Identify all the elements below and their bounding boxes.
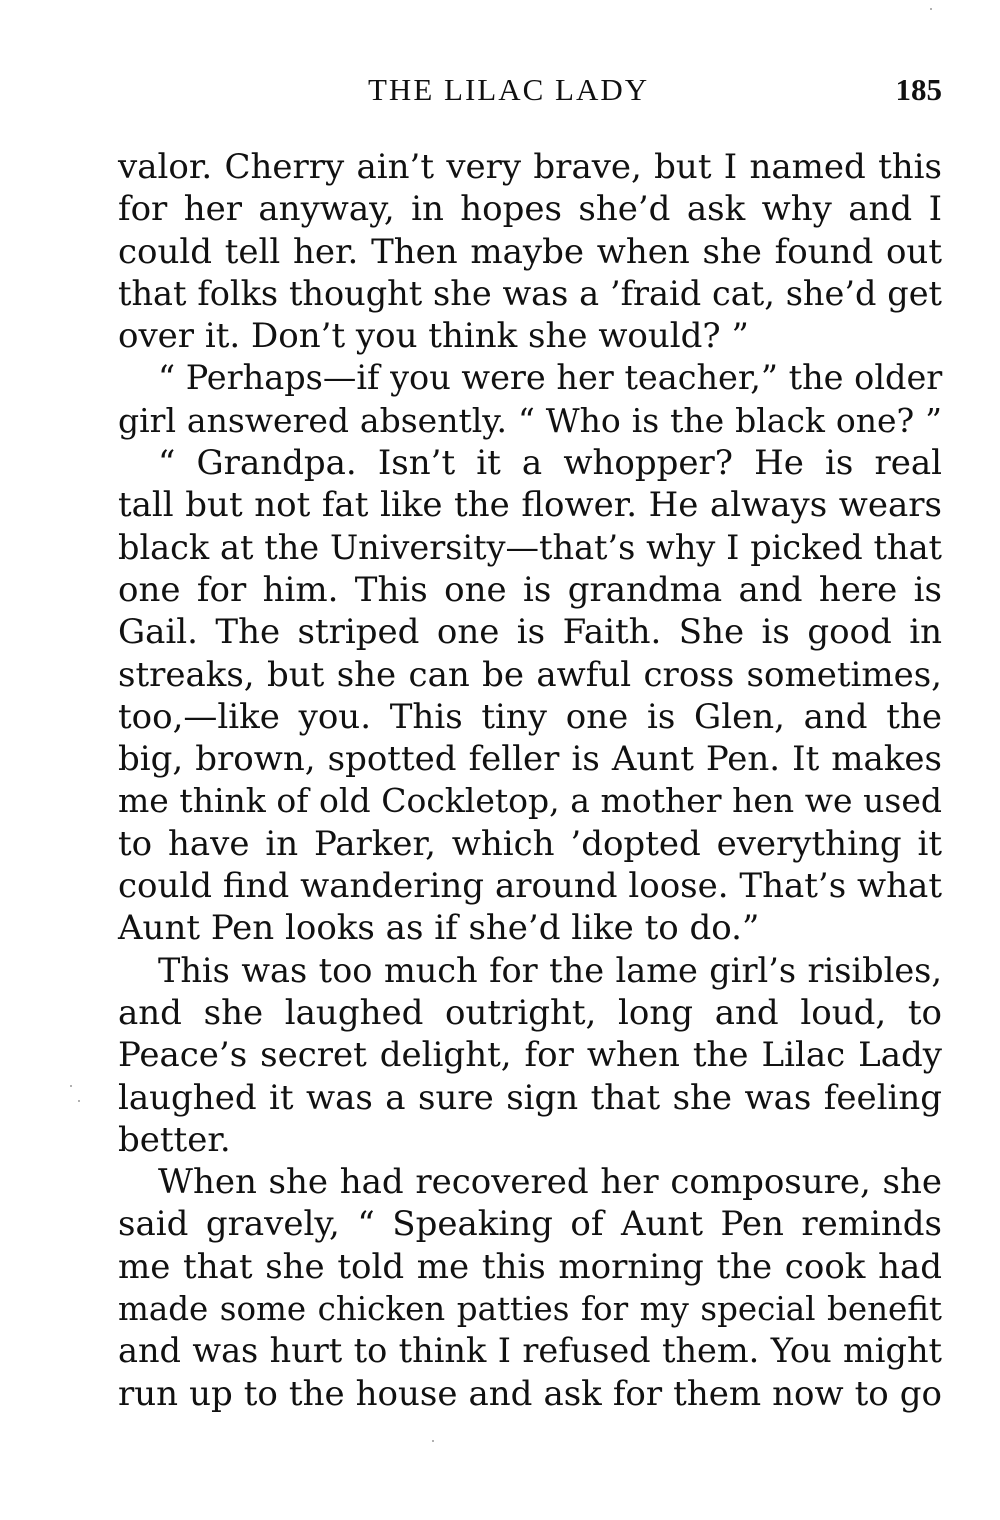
text-line: said gravely, “ Speaking of Aunt Pen reminds [118,1204,942,1245]
text-line: This was too much for the lame girl’s risibles, [158,950,942,990]
text-line: When she had recovered her composure, she [158,1162,942,1203]
scan-speck [78,1100,80,1102]
running-title: THE LILAC LADY [368,72,650,107]
text-line: one for him. This one is grandma and here is [118,569,942,610]
text-line: “ Grandpa. Isn’t it a whopper? He is real [158,443,942,484]
text-line: valor. Cherry ain’t very brave, but I named this [118,147,942,187]
text-line: could find wandering around loose. That’s what [118,866,942,907]
text-line: and she laughed outright, long and loud, to [118,992,942,1033]
text-line: black at the University—that’s why I picked that [118,527,942,567]
text-line: and was hurt to think I refused them. You might [118,1331,942,1371]
text-line: laughed it was a sure sign that she was feeling [118,1077,942,1118]
text-line: run up to the house and ask for them now to go [118,1373,942,1414]
body-text [118,146,942,1415]
text-line: girl answered absently. “ Who is the black one? ” [118,400,942,440]
text-line: Aunt Pen looks as if she’d like to do.” [118,908,760,949]
text-line: over it. Don’t you think she would? ” [118,316,749,357]
scan-speck [930,8,932,10]
page-number: 185 [895,72,942,107]
text-line: for her anyway, in hopes she’d ask why and I [118,189,942,230]
text-line: could tell her. Then maybe when she found out [118,231,942,272]
text-line: too,—like you. This tiny one is Glen, and the [118,696,942,737]
text-line: me think of old Cockletop, a mother hen we used [118,781,942,821]
text-line: me that she told me this morning the cook had [118,1246,942,1287]
text-line: made some chicken patties for my special benefit [118,1290,942,1329]
scan-speck [70,1085,72,1087]
text-line: tall but not fat like the flower. He always wears [118,485,942,526]
text-line: streaks, but she can be awful cross sometimes, [118,654,942,695]
text-line: big, brown, spotted feller is Aunt Pen. It makes [118,739,942,780]
text-line: better. [118,1119,231,1160]
running-header [118,70,942,110]
text-line: Gail. The striped one is Faith. She is good in [118,612,942,653]
text-line: to have in Parker, which ’dopted everything it [118,823,942,864]
text-line: “ Perhaps—if you were her teacher,” the older [158,358,943,398]
text-line: Peace’s secret delight, for when the Lilac Lady [118,1035,942,1076]
scan-speck [432,1440,434,1442]
text-line: that folks thought she was a ’fraid cat, she’d get [118,273,942,313]
